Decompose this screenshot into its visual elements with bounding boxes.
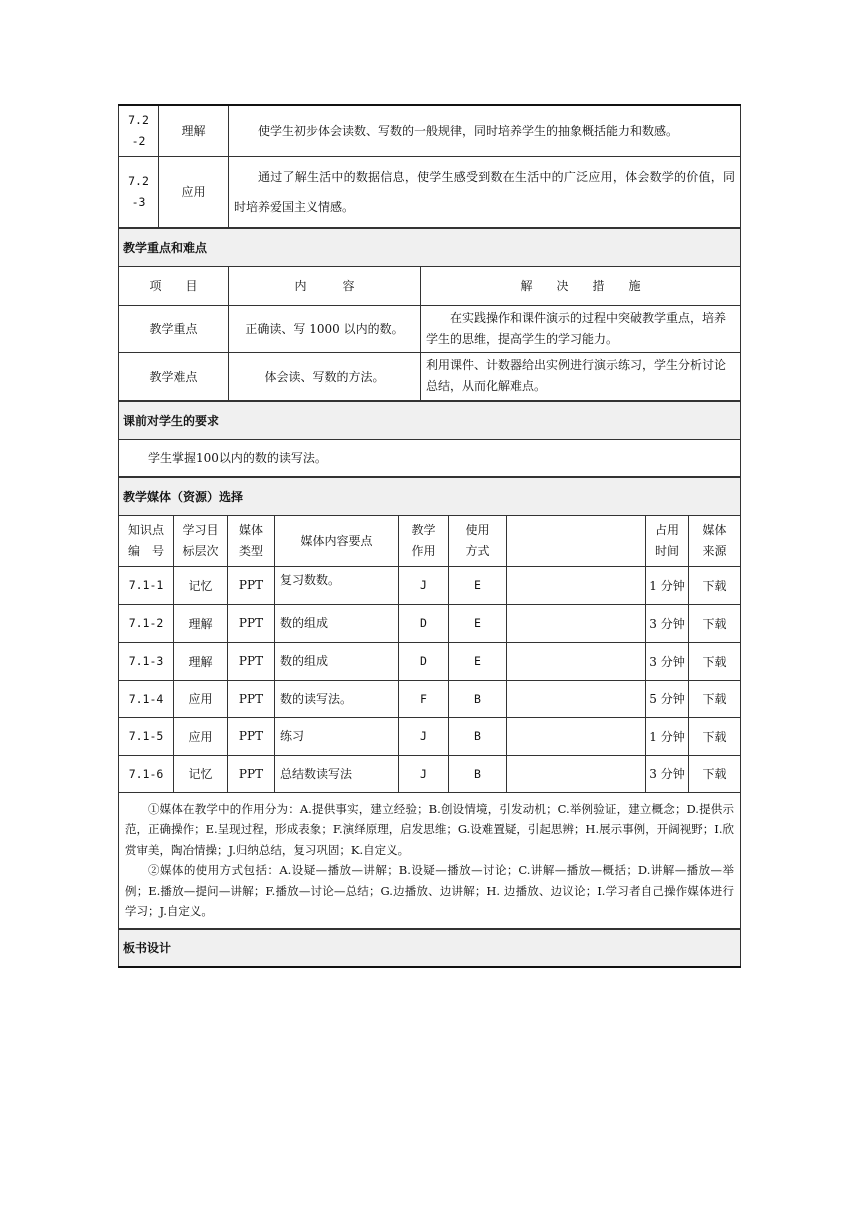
requirements-table bbox=[118, 401, 741, 477]
header-method: 使用 方式 bbox=[449, 515, 507, 566]
media-type: PPT bbox=[228, 642, 275, 680]
media-time: 5 分钟 bbox=[646, 680, 689, 717]
media-role: D bbox=[399, 604, 449, 642]
key-points-table bbox=[118, 228, 741, 401]
board-table bbox=[118, 929, 741, 969]
board-title: 板书设计 bbox=[119, 929, 741, 967]
media-time: 3 分钟 bbox=[646, 755, 689, 792]
media-table bbox=[118, 477, 741, 929]
media-notes bbox=[119, 792, 741, 928]
objective-code: 7.2 -2 bbox=[119, 105, 159, 156]
media-blank bbox=[507, 680, 646, 717]
key-point-measure: 利用课件、计数器给出实例进行演示练习，学生分析讨论总结，从而化解难点。 bbox=[421, 352, 741, 400]
key-point-item: 教学难点 bbox=[119, 352, 229, 400]
objectives-table bbox=[118, 104, 741, 228]
media-content: 数的组成 bbox=[275, 604, 399, 642]
lesson-plan-document bbox=[118, 104, 741, 968]
media-source: 下载 bbox=[689, 717, 741, 755]
media-type: PPT bbox=[228, 566, 275, 604]
media-note-methods: ②媒体的使用方式包括：A.设疑—播放—讲解；B.设疑—播放—讨论；C.讲解—播放—概括；D.讲解—播放—举例；E.播放—提问—讲解；F.播放—讨论—总结；G.边播放、边讲解；H. 边播放、边议论；I.学习者自己操作媒体进行学习；J.自定义。 bbox=[125, 863, 734, 918]
media-code: 7.1-3 bbox=[119, 642, 174, 680]
header-type: 媒体 类型 bbox=[228, 515, 275, 566]
media-role: J bbox=[399, 566, 449, 604]
key-point-content: 体会读、写数的方法。 bbox=[229, 352, 421, 400]
media-time: 1 分钟 bbox=[646, 717, 689, 755]
key-points-title: 教学重点和难点 bbox=[119, 228, 741, 266]
media-method: B bbox=[449, 717, 507, 755]
header-measure: 解 决 措 施 bbox=[421, 266, 741, 305]
media-source: 下载 bbox=[689, 642, 741, 680]
objective-level: 应用 bbox=[159, 156, 229, 227]
objective-row bbox=[119, 156, 741, 227]
header-blank bbox=[507, 515, 646, 566]
media-blank bbox=[507, 642, 646, 680]
media-content: 练习 bbox=[275, 717, 399, 755]
key-point-content: 正确读、写 1000 以内的数。 bbox=[229, 305, 421, 352]
media-role: D bbox=[399, 642, 449, 680]
objective-code: 7.2 -3 bbox=[119, 156, 159, 227]
media-content: 数的读写法。 bbox=[275, 680, 399, 717]
header-role: 教学 作用 bbox=[399, 515, 449, 566]
header-item: 项 目 bbox=[119, 266, 229, 305]
key-point-row bbox=[119, 305, 741, 352]
media-code: 7.1-1 bbox=[119, 566, 174, 604]
media-blank bbox=[507, 604, 646, 642]
media-blank bbox=[507, 717, 646, 755]
media-rows bbox=[119, 566, 741, 792]
media-blank bbox=[507, 566, 646, 604]
media-source: 下载 bbox=[689, 680, 741, 717]
media-content: 复习数数。 bbox=[275, 566, 399, 604]
header-source: 媒体 来源 bbox=[689, 515, 741, 566]
media-type: PPT bbox=[228, 680, 275, 717]
media-code: 7.1-6 bbox=[119, 755, 174, 792]
media-row bbox=[119, 755, 741, 792]
media-header-row bbox=[119, 515, 741, 566]
media-row bbox=[119, 566, 741, 604]
media-title: 教学媒体（资源）选择 bbox=[119, 477, 741, 515]
media-note-roles: ①媒体在教学中的作用分为：A.提供事实，建立经验；B.创设情境，引发动机；C.举例验证，建立概念；D.提供示范，正确操作；E.呈现过程，形成表象；F.演绎原理，启发思维；G.设难置疑，引起思辨；H.展示事例，开阔视野；I.欣赏审美，陶冶情操；J.归纳总结，复习巩固；K.自定义。 bbox=[125, 801, 734, 857]
key-point-row bbox=[119, 352, 741, 400]
media-row bbox=[119, 717, 741, 755]
media-type: PPT bbox=[228, 604, 275, 642]
key-point-item: 教学重点 bbox=[119, 305, 229, 352]
media-level: 理解 bbox=[174, 642, 228, 680]
objective-row bbox=[119, 105, 741, 156]
media-method: E bbox=[449, 642, 507, 680]
media-time: 1 分钟 bbox=[646, 566, 689, 604]
media-method: B bbox=[449, 755, 507, 792]
header-code: 知识点 编 号 bbox=[119, 515, 174, 566]
media-time: 3 分钟 bbox=[646, 604, 689, 642]
header-content: 内 容 bbox=[229, 266, 421, 305]
media-code: 7.1-5 bbox=[119, 717, 174, 755]
media-level: 应用 bbox=[174, 717, 228, 755]
requirements-text: 学生掌握100以内的数的读写法。 bbox=[119, 439, 741, 476]
media-content: 数的组成 bbox=[275, 642, 399, 680]
key-point-measure: 在实践操作和课件演示的过程中突破教学重点，培养学生的思维，提高学生的学习能力。 bbox=[421, 305, 741, 352]
media-role: J bbox=[399, 717, 449, 755]
media-level: 记忆 bbox=[174, 755, 228, 792]
media-level: 记忆 bbox=[174, 566, 228, 604]
media-code: 7.1-2 bbox=[119, 604, 174, 642]
objective-text: 使学生初步体会读数、写数的一般规律，同时培养学生的抽象概括能力和数感。 bbox=[229, 105, 741, 156]
media-source: 下载 bbox=[689, 604, 741, 642]
media-level: 理解 bbox=[174, 604, 228, 642]
media-code: 7.1-4 bbox=[119, 680, 174, 717]
media-level: 应用 bbox=[174, 680, 228, 717]
media-type: PPT bbox=[228, 717, 275, 755]
media-role: F bbox=[399, 680, 449, 717]
objective-level: 理解 bbox=[159, 105, 229, 156]
media-blank bbox=[507, 755, 646, 792]
media-row bbox=[119, 604, 741, 642]
header-content: 媒体内容要点 bbox=[275, 515, 399, 566]
media-source: 下载 bbox=[689, 755, 741, 792]
key-points-header-row bbox=[119, 266, 741, 305]
media-content: 总结数读写法 bbox=[275, 755, 399, 792]
header-level: 学习目 标层次 bbox=[174, 515, 228, 566]
objective-text: 通过了解生活中的数据信息，使学生感受到数在生活中的广泛应用，体会数学的价值，同时培养爱国主义情感。 bbox=[229, 156, 741, 227]
media-role: J bbox=[399, 755, 449, 792]
media-method: E bbox=[449, 566, 507, 604]
media-type: PPT bbox=[228, 755, 275, 792]
media-row bbox=[119, 680, 741, 717]
media-source: 下载 bbox=[689, 566, 741, 604]
header-time: 占用 时间 bbox=[646, 515, 689, 566]
requirements-title: 课前对学生的要求 bbox=[119, 401, 741, 439]
media-method: E bbox=[449, 604, 507, 642]
media-time: 3 分钟 bbox=[646, 642, 689, 680]
media-row bbox=[119, 642, 741, 680]
media-method: B bbox=[449, 680, 507, 717]
